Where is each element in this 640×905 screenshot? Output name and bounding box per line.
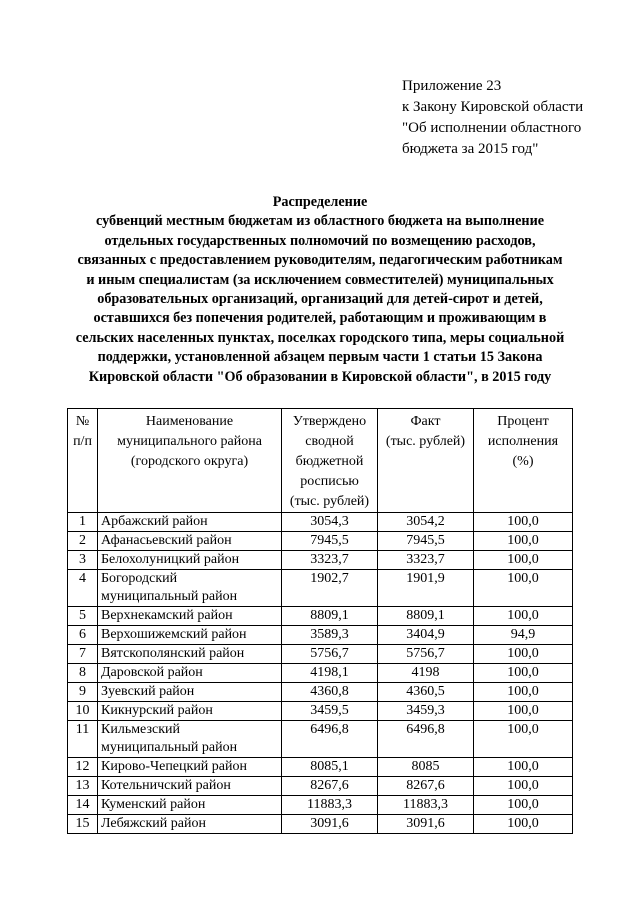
approved-value: 3323,7 [282,551,378,570]
approved-value: 6496,8 [282,721,378,758]
table-row [68,721,573,758]
row-number: 9 [68,683,98,702]
row-number: 5 [68,607,98,626]
fact-value: 7945,5 [378,532,474,551]
approved-value: 3091,6 [282,815,378,834]
table-row [68,815,573,834]
table-row [68,551,573,570]
approved-value: 3459,5 [282,702,378,721]
percent-value: 100,0 [474,721,573,758]
table-row [68,702,573,721]
district-name-line: муниципальный район [101,740,238,755]
title-line: Кировской области "Об образовании в Кировской области", в 2015 году [88,368,552,385]
approved-value: 4360,8 [282,683,378,702]
district-name-line: Верхнекамский район [101,608,233,623]
fact-value: 6496,8 [378,721,474,758]
fact-value: 1901,9 [378,570,474,607]
district-name-line: Куменский район [101,797,206,812]
district-name [98,626,282,645]
percent-value: 100,0 [474,551,573,570]
district-name-line: Верхошижемский район [101,627,247,642]
title-line: поддержки, установленной абзацем первым части 1 статьи 15 Закона [97,349,543,366]
table-row [68,683,573,702]
table-row [68,513,573,532]
approved-value: 4198,1 [282,664,378,683]
percent-value: 100,0 [474,683,573,702]
approved-value: 8267,6 [282,777,378,796]
row-number: 11 [68,721,98,758]
approved-value: 1902,7 [282,570,378,607]
percent-value: 100,0 [474,664,573,683]
title-line: связанных с предоставлением руководителям, педагогическим работникам [77,252,563,269]
district-name-line: Котельничский район [101,778,231,793]
district-name-line: Богородский [101,571,178,586]
approved-value: 5756,7 [282,645,378,664]
table-row [68,664,573,683]
fact-value: 8085 [378,758,474,777]
percent-value: 100,0 [474,777,573,796]
percent-value: 100,0 [474,758,573,777]
header-num: № п/п [68,409,98,513]
percent-value: 100,0 [474,607,573,626]
fact-value: 4198 [378,664,474,683]
row-number: 13 [68,777,98,796]
table-row [68,796,573,815]
approved-value: 7945,5 [282,532,378,551]
header-approved: Утверждено сводной бюджетной росписью (тыс. рублей) [282,409,378,513]
row-number: 15 [68,815,98,834]
title-line: Распределение [272,194,368,210]
table-row [68,645,573,664]
fact-value: 3404,9 [378,626,474,645]
table-body [68,513,573,834]
appendix-reference [402,76,583,160]
fact-value: 3459,3 [378,702,474,721]
appendix-line: бюджета за 2015 год" [402,141,539,157]
row-number: 8 [68,664,98,683]
district-name [98,645,282,664]
fact-value: 3054,2 [378,513,474,532]
district-name-line: Зуевский район [101,684,195,699]
district-name-line: Белохолуницкий район [101,552,240,567]
percent-value: 94,9 [474,626,573,645]
district-name [98,570,282,607]
appendix-line: Приложение 23 [402,78,502,94]
appendix-line: к Закону Кировской области [402,99,584,115]
percent-value: 100,0 [474,570,573,607]
row-number: 7 [68,645,98,664]
title-line: сельских населенных пунктах, поселках городского типа, меры социальной [75,329,565,346]
table-row [68,777,573,796]
percent-value: 100,0 [474,815,573,834]
percent-value: 100,0 [474,513,573,532]
approved-value: 8809,1 [282,607,378,626]
district-name-line: Вятскополянский район [101,646,245,661]
district-name [98,702,282,721]
title-line: субвенций местным бюджетам из областного бюджета на выполнение [95,213,545,230]
row-number: 1 [68,513,98,532]
table-row [68,570,573,607]
fact-value: 8267,6 [378,777,474,796]
district-name [98,721,282,758]
fact-value: 4360,5 [378,683,474,702]
row-number: 4 [68,570,98,607]
table-header-row [68,409,573,513]
district-name-line: Кикнурский район [101,703,213,718]
row-number: 10 [68,702,98,721]
district-name-line: Кирово-Чепецкий район [101,759,248,774]
approved-value: 3589,3 [282,626,378,645]
row-number: 2 [68,532,98,551]
district-name [98,513,282,532]
appendix-line: "Об исполнении областного [402,120,582,136]
district-name-line: муниципальный район [101,589,238,604]
row-number: 14 [68,796,98,815]
title-line: оставшихся без попечения родителей, работающим и проживающим в [93,310,547,327]
district-name [98,815,282,834]
district-name-line: Кильмезский [101,722,180,737]
district-name [98,607,282,626]
district-name-line: Лебяжский район [101,816,206,831]
percent-value: 100,0 [474,702,573,721]
district-name-line: Даровской район [101,665,203,680]
header-name: Наименование муниципального района (городского округа) [98,409,282,513]
title-line: образовательных организаций, организаций для детей-сирот и детей, [97,291,543,308]
row-number: 6 [68,626,98,645]
percent-value: 100,0 [474,645,573,664]
fact-value: 3091,6 [378,815,474,834]
fact-value: 5756,7 [378,645,474,664]
approved-value: 11883,3 [282,796,378,815]
title-line: отдельных государственных полномочий по возмещению расходов, [104,232,536,249]
fact-value: 11883,3 [378,796,474,815]
percent-value: 100,0 [474,796,573,815]
district-name [98,777,282,796]
table-row [68,607,573,626]
district-name [98,532,282,551]
table-row [68,758,573,777]
approved-value: 3054,3 [282,513,378,532]
district-name-line: Афанасьевский район [101,533,232,548]
document-title [60,193,580,387]
district-name [98,758,282,777]
district-name [98,664,282,683]
title-line: и иным специалистам (за исключением совместителей) муниципальных [86,271,554,288]
district-name-line: Арбажский район [101,514,208,529]
row-number: 12 [68,758,98,777]
district-name [98,796,282,815]
subvention-table [67,408,573,834]
header-percent: Процент исполнения (%) [474,409,573,513]
district-name [98,551,282,570]
district-name [98,683,282,702]
row-number: 3 [68,551,98,570]
fact-value: 3323,7 [378,551,474,570]
percent-value: 100,0 [474,532,573,551]
fact-value: 8809,1 [378,607,474,626]
header-fact: Факт (тыс. рублей) [378,409,474,513]
table-row [68,532,573,551]
approved-value: 8085,1 [282,758,378,777]
table-row [68,626,573,645]
